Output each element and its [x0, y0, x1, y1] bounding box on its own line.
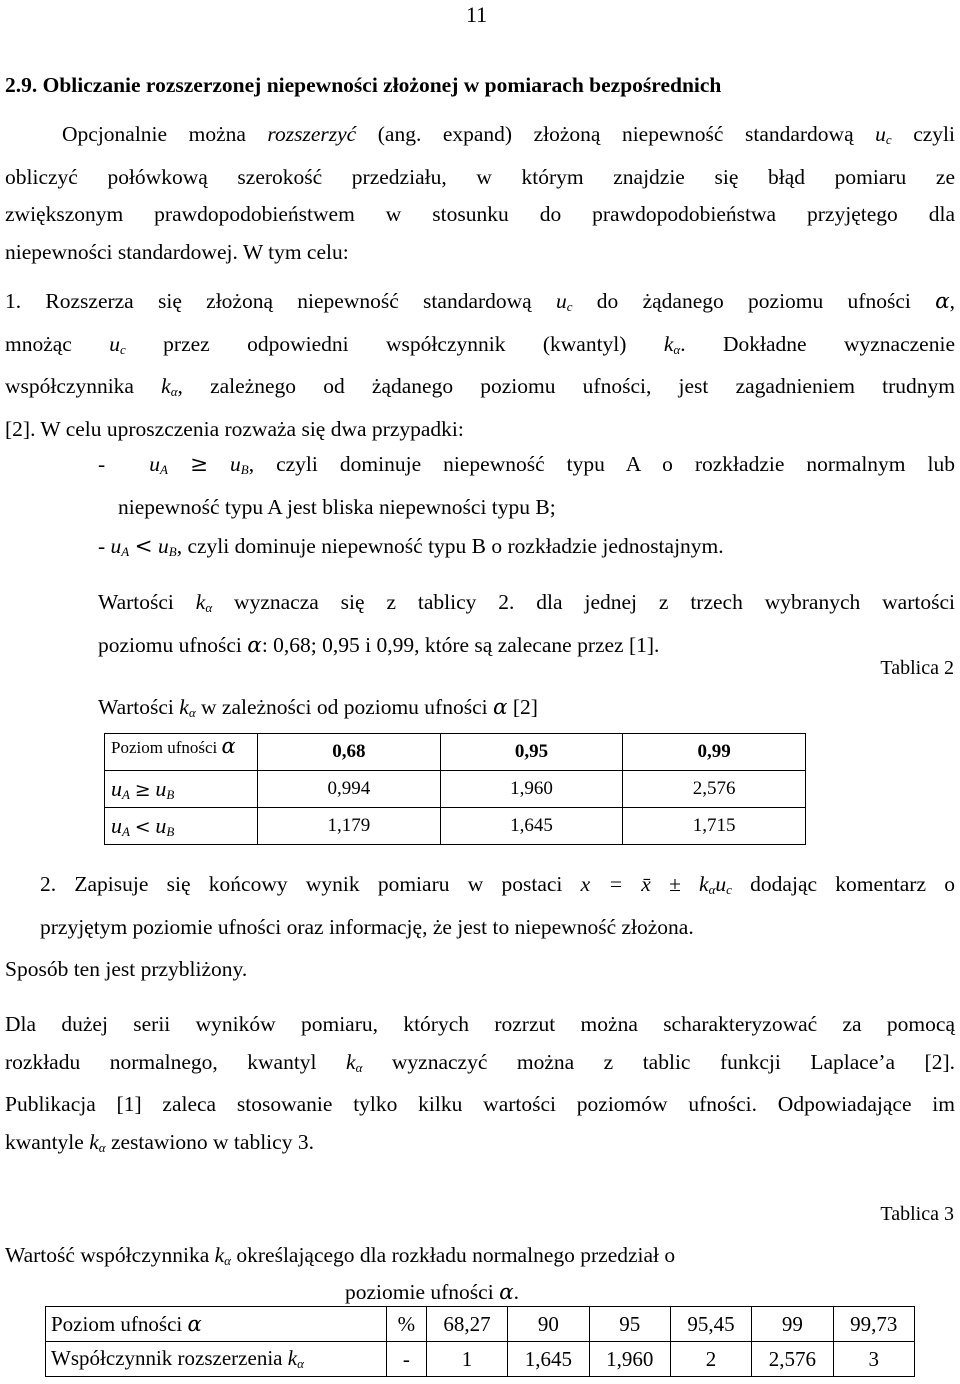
- page-number: 11: [466, 2, 488, 27]
- step2-paragraph: [40, 866, 955, 946]
- normal-line-2: rozkładu normalnego, kwantyl $k_\alpha$ wyznaczyć można z tablic funkcji Laplace’a [2].: [5, 1049, 956, 1075]
- step1-line-1: 1. Rozszerza się złożoną niepewność standardową $u_c$ do żądanego poziomu ufności α,: [5, 289, 956, 314]
- normal-line-3: Publikacja [1] zaleca stosowanie tylko kilku wartości poziomów ufności. Odpowiadające im: [5, 1092, 955, 1116]
- table3-caption-line-2: poziomie ufności α.: [345, 1280, 519, 1305]
- case1-line-2: niepewność typu A jest bliska niepewności typu B;: [118, 494, 556, 519]
- uc-symbol: $u_c$: [109, 331, 126, 357]
- intro-line-1: Opcjonalnie można rozszerzyć (ang. expand) złożoną niepewność standardową $u_c$ czyli: [62, 122, 955, 147]
- step1-line-3: współczynnika $k_\alpha$, zależnego od żądanego poziomu ufności, jest zagadnieniem trudnym: [5, 374, 955, 399]
- step1-paragraph: [5, 283, 955, 448]
- case2-item: - $u_A < u_B$, czyli dominuje niepewność typu B o rozkładzie jednostajnym.: [98, 534, 724, 559]
- intro-paragraph: [5, 116, 955, 271]
- table-row: Poziom ufności α 0,68 0,95 0,99: [105, 734, 806, 771]
- step1-line-4: [2]. W celu uproszczenia rozważa się dwa przypadki:: [5, 416, 464, 441]
- section-title: 2.9. Obliczanie rozszerzonej niepewności złożonej w pomiarach bezpośrednich: [5, 73, 722, 97]
- table3-label: Tablica 3: [880, 1203, 954, 1225]
- table-row: Współczynnik rozszerzenia $k_\alpha$ - 1 1,645 1,960 2 2,576 3: [46, 1342, 915, 1377]
- table-row: Poziom ufności α % 68,27 90 95 95,45 99 99,73: [46, 1307, 915, 1342]
- alpha-symbol: α: [935, 289, 950, 314]
- values-note: [98, 584, 955, 664]
- table-row: $u_A < u_B$ 1,179 1,645 1,715: [105, 808, 806, 845]
- case1-line-1: - $u_A \ge u_B$, czyli dominuje niepewność typu A o rozkładzie normalnym lub: [98, 452, 956, 477]
- normal-line-4: kwantyle $k_\alpha$ zestawiono w tablicy 3.: [5, 1129, 314, 1155]
- values-note-line-2: poziomu ufności α: 0,68; 0,95 i 0,99, które są zalecane przez [1].: [98, 632, 660, 658]
- approx-note: Sposób ten jest przybliżony.: [5, 957, 248, 981]
- table3-caption-line-1: Wartość współczynnika $k_\alpha$ określającego dla rozkładu normalnego przedział o: [5, 1243, 676, 1268]
- values-note-line-1: Wartości $k_\alpha$ wyznacza się z tablicy 2. dla jednej z trzech wybranych wartości: [98, 590, 955, 615]
- result-formula: x = x̄ ± $k_\alpha u_c$: [580, 872, 732, 897]
- intro-line-4: niepewności standardowej. W tym celu:: [5, 239, 349, 264]
- case1-item: [98, 446, 955, 526]
- intro-line-2: obliczyć połówkową szerokość przedziału, w którym znajdzie się błąd pomiaru ze: [5, 164, 955, 189]
- step2-line-2: przyjętym poziomie ufności oraz informację, że jest to niepewność złożona.: [40, 914, 694, 939]
- step1-line-2: mnożąc $u_c$ przez odpowiedni współczynnik (kwantyl) $k_\alpha$. Dokładne wyznaczenie: [5, 331, 955, 357]
- table2-caption: Wartości $k_\alpha$ w zależności od poziomu ufności α [2]: [98, 695, 538, 720]
- normal-line-1: Dla dużej serii wyników pomiaru, których rozrzut można scharakteryzować za pomocą: [5, 1012, 955, 1036]
- table-row: $u_A \ge u_B$ 0,994 1,960 2,576: [105, 771, 806, 808]
- uc-symbol: $u_c$: [556, 289, 573, 314]
- k-alpha-symbol: $k_\alpha$: [161, 374, 178, 399]
- k-alpha-symbol: $k_\alpha$: [663, 331, 681, 357]
- table2: [104, 733, 806, 845]
- step2-line-1: 2. Zapisuje się końcowy wynik pomiaru w postaci x = x̄ ± $k_\alpha u_c$ dodając komentarz o: [40, 872, 956, 897]
- normal-paragraph: [5, 1006, 955, 1166]
- table3: [45, 1306, 915, 1377]
- intro-line-3: zwiększonym prawdopodobieństwem w stosunku do prawdopodobieństwa przyjętego dla: [5, 202, 955, 226]
- uc-symbol: $u_c$: [875, 122, 892, 147]
- table2-label: Tablica 2: [880, 657, 954, 679]
